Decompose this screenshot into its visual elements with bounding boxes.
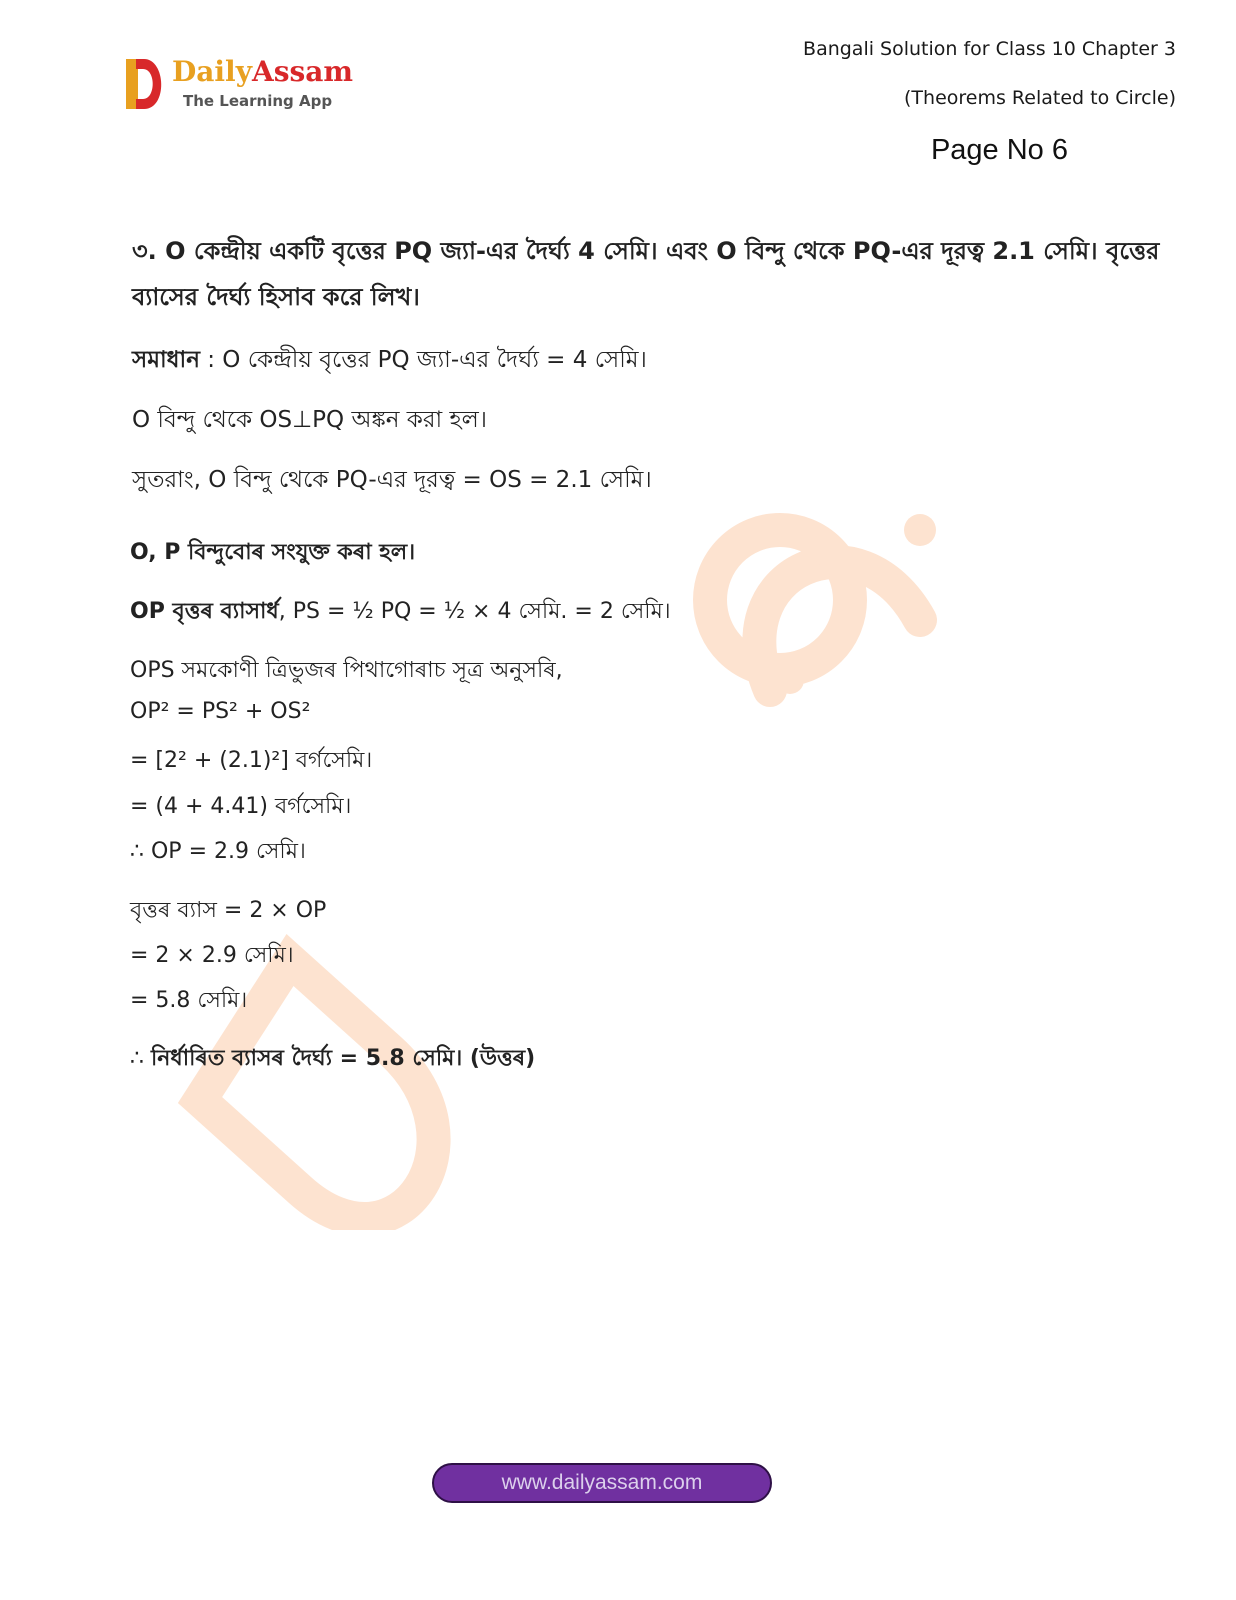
solution-line-9: = (4 + 4.41) বৰ্গসেমি। (130, 794, 352, 819)
logo-brand-b: Assam (251, 55, 353, 88)
solution-line-11: বৃত্তৰ ব্যাস = 2 × OP (130, 898, 327, 923)
answer-prefix: ∴ (130, 1046, 151, 1071)
solution-line-6: OPS সমকোণী ত্ৰিভুজৰ পিথাগোৰাচ সূত্ৰ অনুসৰি, (130, 658, 563, 683)
question-line-1: ৩. O কেন্দ্রীয় একটি বৃত্তের PQ জ্যা-এর দৈর্ঘ্য 4 সেমি। এবং O বিন্দু থেকে PQ-এর দূরত্ব 2.1 সেমি। বৃত্তের (132, 237, 1160, 265)
solution-line-5 (130, 594, 671, 631)
solution-line-12: = 2 × 2.9 সেমি। (130, 943, 294, 968)
solution-line-8: = [2² + (2.1)²] বৰ্গসেমি। (130, 748, 373, 773)
solution-answer (130, 1041, 535, 1078)
logo (126, 55, 366, 115)
solution-label: সমাধান (132, 347, 200, 373)
solution-line-13: = 5.8 সেমি। (130, 988, 248, 1013)
solution-line-5-text: , PS = ½ PQ = ½ × 4 সেমি. = 2 সেমি। (278, 599, 671, 624)
solution-line-1-text: : O কেন্দ্রীয় বৃত্তের PQ জ্যা-এর দৈর্ঘ্য = 4 সেমি। (199, 347, 647, 373)
logo-d-icon (126, 55, 170, 111)
header-subtitle: (Theorems Related to Circle) (904, 87, 1176, 109)
solution-line-10: ∴ OP = 2.9 সেমি। (130, 839, 306, 864)
solution-line-3: সুতরাং, O বিন্দু থেকে PQ-এর দূরত্ব = OS = 2.1 সেমি। (132, 467, 652, 493)
solution-line-4: O, P বিন্দুবোৰ সংযুক্ত কৰা হল। (130, 540, 416, 565)
solution-line-7: OP² = PS² + OS² (130, 699, 311, 724)
solution-line-2: O বিন্দু থেকে OS⊥PQ অঙ্কন করা হল। (132, 407, 487, 433)
header-title: Bangali Solution for Class 10 Chapter 3 (803, 38, 1176, 60)
footer-url[interactable]: www.dailyassam.com (501, 1471, 703, 1494)
logo-tagline: The Learning App (183, 92, 333, 110)
solution-line-5-bold: OP বৃত্তৰ ব্যাসাৰ্ধ (130, 599, 279, 624)
logo-brand (172, 55, 353, 88)
page-number: Page No 6 (930, 134, 1068, 166)
logo-brand-a: Daily (172, 55, 252, 88)
footer-website-link[interactable] (432, 1463, 772, 1503)
question-line-2: ব্যাসের দৈর্ঘ্য হিসাব করে লিখ। (132, 283, 420, 311)
solution-line-1 (132, 341, 647, 380)
answer-text: নিৰ্ধাৰিত ব্যাসৰ দৈৰ্ঘ্য = 5.8 সেমি। (উত্তৰ) (151, 1046, 536, 1071)
